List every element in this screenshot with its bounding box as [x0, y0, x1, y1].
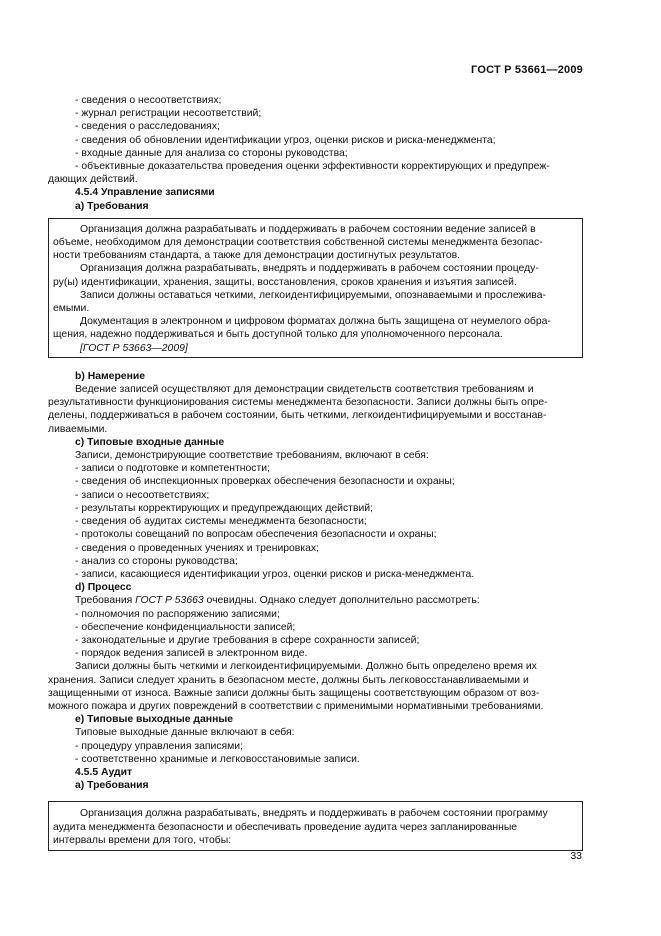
paragraph-line — [75, 594, 583, 607]
paragraph-line: можного пожара и других повреждений в соответствии с применимыми нормативными требованиями. — [48, 700, 544, 712]
list-item: - объективные доказательства проведения оценки эффективности корректирующих и предупреж- — [75, 161, 550, 173]
c-block — [48, 449, 583, 581]
section-title-4-5-5: 4.5.5 Аудит — [75, 766, 133, 778]
list-item: - анализ со стороны руководства; — [75, 555, 238, 567]
box-line: объеме, необходимом для демонстрации соответствия собственной системы менеджмента безопас- — [53, 237, 543, 249]
box-line: аудита менеджмента безопасности и обеспечивать проведение аудита через запланированные — [53, 821, 518, 833]
paragraph-line: защищенными от износа. Важные записи должны быть защищены соответствующим образом от воз- — [48, 687, 540, 699]
text: очевидны. Однако следует дополнительно рассмотреть: — [203, 595, 480, 607]
text: Требования — [75, 595, 136, 607]
list-item: - законодательные и другие требования в сфере сохранности записей; — [75, 634, 420, 646]
section-title-4-5-4: 4.5.4 Управление записями — [75, 187, 215, 199]
box-line: Организация должна разрабатывать, внедрять и поддерживать в рабочем состоянии программу — [80, 808, 548, 820]
list-item: - процедуру управления записями; — [75, 740, 243, 752]
list-item: - сведения о несоответствиях; — [75, 95, 222, 106]
page-content — [48, 94, 583, 851]
paragraph-line: Записи должны быть четкими и легкоидентифицируемыми. Должно быть определено время их — [75, 661, 537, 673]
box-line: Записи должны оставаться четкими, легкоидентифицируемыми, опознаваемыми и прослежива- — [80, 289, 546, 301]
list-item: - сведения об аудитах системы менеджмента безопасности; — [75, 516, 367, 528]
paragraph-line: делены, поддерживаться в рабочем состоянии, быть четкими, легкоидентифицируемыми и восстанав- — [48, 410, 547, 422]
list-item: - сведения о проведенных учениях и тренировках; — [75, 542, 319, 554]
subsection-b-title: b) Намерение — [75, 370, 146, 382]
list-item: - сведения об инспекционных проверках обеспечения безопасности и охраны; — [75, 476, 455, 488]
list-item: - записи, касающиеся идентификации угроз, оценки рисков и риска-менеджмента. — [75, 568, 475, 580]
paragraph-line: Типовые выходные данные включают в себя: — [75, 727, 295, 739]
standard-reference: ГОСТ Р 53663 — [135, 595, 204, 607]
list-item: - порядок ведения записей в электронном виде. — [75, 648, 308, 660]
requirements-box-1 — [48, 218, 583, 358]
standard-reference: [ГОСТ Р 53663—2009] — [80, 342, 188, 354]
list-item: - сведения об обновлении идентификации угроз, оценки рисков и риска-менеджмента; — [75, 134, 496, 146]
list-item: дающих действий. — [48, 174, 138, 186]
paragraph-line: результативности функционирования системы менеджмента безопасности. Записи должны быть опре- — [48, 397, 548, 409]
list-item: - входные данные для анализа со стороны руководства; — [75, 147, 348, 159]
box-line: Организация должна разрабатывать и поддерживать в рабочем состоянии ведение записей в — [80, 223, 536, 235]
requirements-box-2 — [48, 801, 583, 851]
d-block — [48, 594, 583, 660]
e-block — [48, 726, 583, 766]
top-list — [48, 94, 583, 160]
list-item: - соответственно хранимые и легковосстановимые записи. — [75, 753, 360, 765]
paragraph-line: ливаемыми. — [48, 423, 108, 435]
list-item: - сведения о расследованиях; — [75, 121, 220, 133]
paragraph-line: хранения. Записи следует хранить в безопасном месте, должны быть легковосстанавливаемыми и — [48, 674, 529, 686]
box-line: щения, надежно поддерживаться и быть доступной только для уполномоченного персонала. — [53, 329, 503, 341]
subsection-c-title: c) Типовые входные данные — [75, 436, 225, 448]
box-line: емыми. — [53, 303, 90, 315]
list-item: - записи о подготовке и компетентности; — [75, 463, 270, 475]
box-line: интервалы времени для того, чтобы: — [53, 834, 232, 846]
box-line: ности требованиям стандарта, а также для демонстрации достигнутых результатов. — [53, 250, 461, 262]
box-line: Документация в электронном и цифровом форматах должна быть защищена от неумелого обра- — [80, 316, 551, 328]
list-item: - полномочия по распоряжению записями; — [75, 608, 280, 620]
box-line: ру(ы) идентификации, хранения, защиты, восстановления, сроков хранения и изъятия записей. — [53, 276, 517, 288]
list-item: - обеспечение конфиденциальности записей; — [75, 621, 296, 633]
subsection-a-title: a) Требования — [75, 200, 149, 212]
subsection-a-title: a) Требования — [75, 780, 149, 792]
paragraph-line: Ведение записей осуществляют для демонстрации свидетельств соответствия требованиям и — [75, 384, 534, 396]
list-item: - записи о несоответствиях; — [75, 489, 210, 501]
box-line: Организация должна разрабатывать, внедрять и поддерживать в рабочем состоянии процеду- — [80, 263, 539, 275]
document-code: ГОСТ Р 53661—2009 — [471, 64, 583, 76]
list-item: - результаты корректирующих и предупреждающих действий; — [75, 502, 373, 514]
paragraph-line: Записи, демонстрирующие соответствие требованиям, включают в себя: — [75, 450, 429, 462]
subsection-d-title: d) Процесс — [75, 582, 132, 594]
page-number: 33 — [570, 850, 582, 862]
list-item: - журнал регистрации несоответствий; — [75, 108, 262, 120]
subsection-e-title: e) Типовые выходные данные — [75, 714, 233, 726]
list-item: - протоколы совещаний по вопросам обеспечения безопасности и охраны; — [75, 529, 437, 541]
